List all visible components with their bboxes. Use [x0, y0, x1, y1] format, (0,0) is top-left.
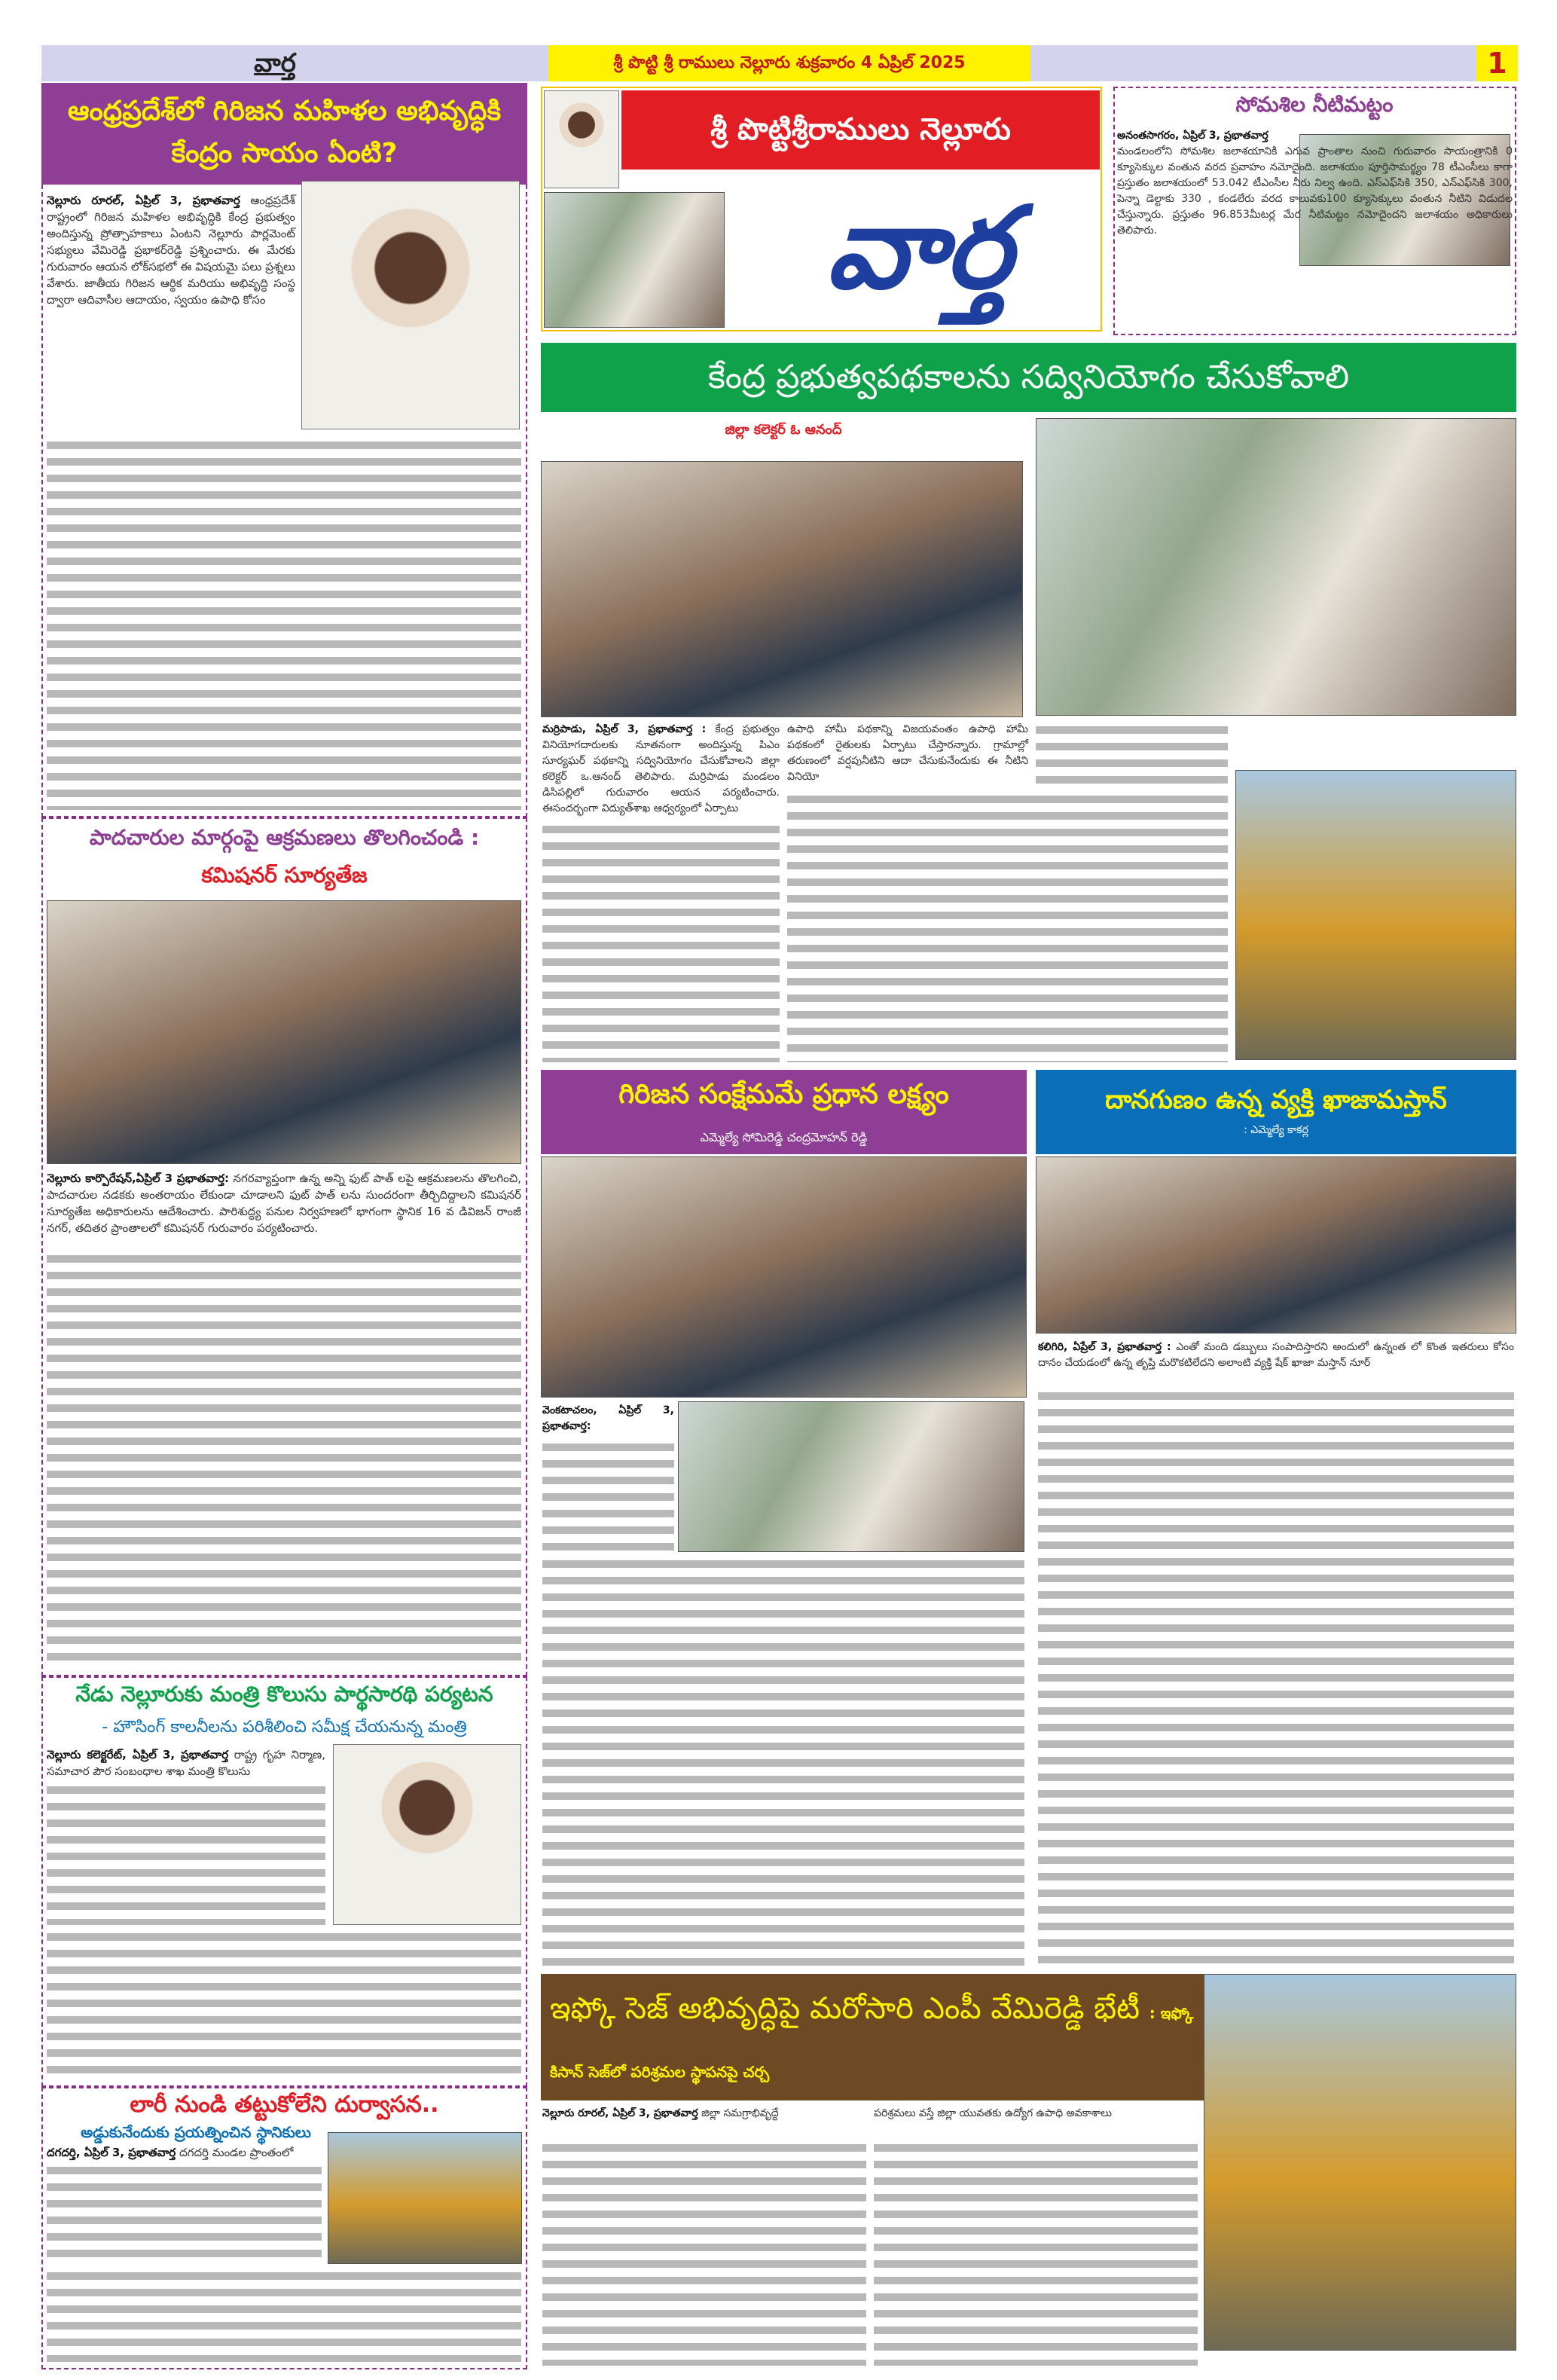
tribal-welfare-event-photo — [541, 1156, 1027, 1398]
tribal-welfare-subhead: ఎమ్మెల్యే సోమిరెడ్డి చంద్రమోహన్ రెడ్డి — [700, 1130, 868, 1144]
tricycle-distribution-photo — [678, 1401, 1024, 1552]
mp-portrait-photo — [301, 181, 520, 429]
masthead-logo: వార్త — [826, 183, 1012, 314]
lorry-headline: లారీ నుండి తట్టుకోలేని దుర్వాసన.. — [130, 2091, 439, 2118]
minister-portrait-photo — [333, 1744, 521, 1925]
article-text: దగదర్తి మండల ప్రాంతంలో — [179, 2146, 294, 2159]
tribal-welfare-headline: గిరిజన సంక్షేమమే ప్రధాన లక్ష్యం — [618, 1079, 949, 1110]
lorry-photo — [328, 2132, 522, 2264]
article-text-continuation — [787, 791, 1228, 1062]
article-text: ఆంధ్రప్రదేశ్ రాష్ట్రంలో గిరిజన మహిళల అభివృద్ధికి కేంద్ర ప్రభుత్వం అందిస్తున్న ప్రోత్సాహకాలు ఏంటని నెల్లూరు పార్లమెంట్ సభ్యులు వేమిరెడ్డి ప్రభాకర్‌రెడ్డి ప్రశ్నించారు. ఈ మేరకు గురువారం ఆయన లోక్‌సభలో ఈ విషయమై పలు ప్రశ్నలు వేశారు. జాతీయ గిరిజన ఆర్థిక మరియు అభివృద్ధి సంస్థ ద్వారా ఆదివాసీల ఆదాయం, స్వయం ఉపాధి కోసం — [47, 194, 295, 307]
header-dateline: శ్రీ పొట్టి శ్రీ రాములు నెల్లూరు శుక్రవారం 4 ఏప్రిల్ 2025 — [548, 45, 1030, 81]
article-text-continuation — [47, 2162, 322, 2264]
city-collage-photo — [544, 192, 725, 328]
header-logo: వార్త — [254, 48, 296, 78]
potti-sriramulu-portrait — [544, 90, 619, 188]
article-text-continuation — [47, 1251, 521, 1669]
article-text-continuation — [47, 437, 521, 810]
footpath-subhead: కమిషనర్ సూర్యతేజ — [201, 863, 368, 888]
article-text: ఎంతో మంది డబ్బులు సంపాదిస్తారని అందులో ఉన్నంత లో కొంత ఇతరులు కోసం దానం చేయడంలో ఉన్న తృప్తి మరొకటిలేదని అలాంటి వ్యక్తి షేక్ ఖాజా మస్తాన్ నూర్ — [1038, 1341, 1515, 1369]
article-text: ఉపాధి హామీ పథకాన్ని విజయవంతం ఉపాధి హామీ పథకంలో రైతులకు ఏర్పాటు చేస్తారన్నారు. గ్రామాల్లో తరుణంలో వర్షపునీటిని ఆదా చేసుకునేందుకు ఈ నీటిని వినియో — [787, 723, 1028, 783]
somasila-headline: సోమశిల నీటిమట్టం — [1235, 92, 1394, 117]
article-text: మండలంలోని సోమశిల జలాశయానికి ఎగువ ప్రాంతాల నుంచి గురువారం సాయంత్రానికి 0 క్యూసెక్కుల వంతున వరద ప్రవాహం నమోదైంది. జలాశయం పూర్తిసామర్థ్యం 78 టీఎంసీలు కాగా ప్రస్తుతం జలాశయంలో 53.042 టీఎంసీల నీరు నిల్వ ఉంది. ఎస్ఎఫ్‌సికి 350, ఎన్ఎఫ్‌సికి 300, పెన్నా డెల్టాకు 330 , కండలేరు వరద కాలువకు100 క్యూసెక్కులు వంతున నీటిని విడుదల చేస్తున్నారు. ప్రస్తుతం 96.853మీటర్ల మేర నీటిమట్టం నమోదైందని జలాశయం అధికారులు తెలిపారు. — [1117, 145, 1513, 237]
dateline: మర్రిపాడు, ఏప్రిల్ 3, ప్రభాతవార్త : — [542, 723, 707, 735]
minister-subhead: - హౌసింగ్ కాలనీలను పరిశీలించి సమీక్ష చేయనున్న మంత్రి — [102, 1718, 467, 1737]
minister-headline: నేడు నెల్లూరుకు మంత్రి కొలుసు పార్థసారథి పర్యటన — [75, 1682, 493, 1706]
article-text-continuation — [542, 821, 780, 1062]
dateline: నెల్లూరు కార్పొరేషన్,ఏప్రిల్ 3 ప్రభాతవార్త: — [47, 1172, 229, 1185]
anganwadi-visit-photo — [1235, 770, 1516, 1060]
dateline: నెల్లూరు రూరల్, ఏప్రిల్ 3, ప్రభాతవార్త — [542, 2107, 698, 2119]
article-text-continuation — [542, 1439, 674, 1552]
page-number: 1 — [1476, 45, 1518, 81]
dateline: కలిగిరి, ఏప్రేల్ 3, ప్రభాతవార్త : — [1038, 1341, 1171, 1353]
footpath-headline: పాదచారుల మార్గంపై ఆక్రమణలు తొలగించండి : — [89, 825, 480, 850]
dateline: వెంకటాచలం, ఏప్రిల్ 3, ప్రభాతవార్త: — [542, 1404, 674, 1432]
article-text-continuation — [874, 2140, 1198, 2366]
tribal-women-headline: ఆంధ్రప్రదేశ్‌లో గిరిజన మహిళల అభివృద్ధికి కేంద్రం సాయం ఏంటి? — [41, 83, 527, 185]
collector-solar-inspection-photo — [541, 461, 1023, 717]
iffco-subhead: : ఇఫ్కో కిసాన్ సెజ్‌లో పరిశ్రమల స్థాపనపై చర్చ — [550, 2004, 1194, 2081]
article-text-continuation — [542, 2140, 866, 2366]
article-text: జిల్లా సమగ్రాభివృద్దే — [701, 2107, 779, 2119]
schemes-headline: కేంద్ర ప్రభుత్వపథకాలను సద్వినియోగం చేసుకోవాలి — [541, 343, 1516, 412]
iffco-headline: ఇఫ్కో సెజ్ అభివృద్ధిపై మరోసారి ఎంపీ వేమిరెడ్డి భేటీ — [550, 1991, 1140, 2026]
dateline: అనంతసాగరం, ఏప్రిల్ 3, ప్రభాతవార్త — [1117, 130, 1268, 142]
dateline: నెల్లూరు కలెక్టరేట్, ఏప్రిల్ 3, ప్రభాతవార్త — [47, 1748, 229, 1761]
article-text: కేంద్ర ప్రభుత్వం వినియోగదారులకు నూతనంగా అందిస్తున్న పిఎం సూర్యఘర్ పథకాన్ని సద్వినియోగం చేసుకోవాలని జిల్లా కలెక్టర్ ఒ.ఆనంద్ తెలిపారు. మర్రిపాడు మండలం డిసిపల్లిలో గురువారం ఆయన పర్యటించారు. ఈసందర్భంగా విద్యుత్‌శాఖ ఆధ్వర్యంలో ఏర్పాటు — [542, 723, 780, 814]
charity-headline: దానగుణం ఉన్న వ్యక్తి ఖాజామస్తాన్ — [1105, 1085, 1447, 1115]
charity-event-photo — [1036, 1156, 1516, 1334]
article-text-continuation — [47, 2268, 521, 2362]
article-text-continuation — [47, 1929, 521, 2079]
article-text: రాష్ట్ర గృహ నిర్మాణ, సమాచార పౌర సంబంధాల శాఖ మంత్రి కొలుసు — [47, 1748, 325, 1778]
lorry-subhead: అడ్డుకునేందుకు ప్రయత్నించిన స్థానికులు — [81, 2123, 311, 2141]
dateline: నెల్లూరు రూరల్, ఏప్రిల్ 3, ప్రభాతవార్త — [47, 194, 240, 207]
commissioner-inspection-photo — [47, 900, 521, 1164]
article-text-continuation — [1036, 722, 1228, 790]
schemes-subhead: జిల్లా కలెక్టర్ ఓ ఆనంద్ — [725, 422, 842, 438]
mp-meeting-photo — [1204, 1974, 1516, 2351]
charity-subhead: : ఎమ్మెల్యే కాకర్ల — [1244, 1124, 1308, 1136]
article-text-continuation — [47, 1782, 325, 1925]
village-visit-photo — [1036, 418, 1516, 716]
article-text: నగరవ్యాప్తంగా ఉన్న అన్ని ఫుట్ పాత్ లపై ఆక్రమణలను తొలగించి, పాదచారుల నడకకు అంతరాయం లేకుండా చూడాలని ఫుట్ పాత్ లను సుందరంగా తీర్చిదిద్దాలని కమిషనర్ సూర్యతేజ అధికారులను ఆదేశించారు. పారిశుద్ధ్య పనుల నిర్వహణలో భాగంగా స్థానిక 16 వ డివిజన్ రాంజీ నగర్, తదితర ప్రాంతాలలో కమిషనర్ గురువారం పర్యటించారు. — [47, 1172, 521, 1235]
masthead-city: శ్రీ పొట్టిశ్రీరాములు నెల్లూరు — [621, 90, 1100, 170]
article-text-continuation — [1038, 1388, 1514, 1968]
dateline: దగదర్తి, ఏప్రిల్ 3, ప్రభాతవార్త — [47, 2146, 176, 2159]
article-text-continuation — [542, 1556, 1024, 1966]
article-text: పరిశ్రమలు వస్తే జిల్లా యువతకు ఉద్యోగ ఉపాధి అవకాశాలు — [874, 2107, 1112, 2119]
